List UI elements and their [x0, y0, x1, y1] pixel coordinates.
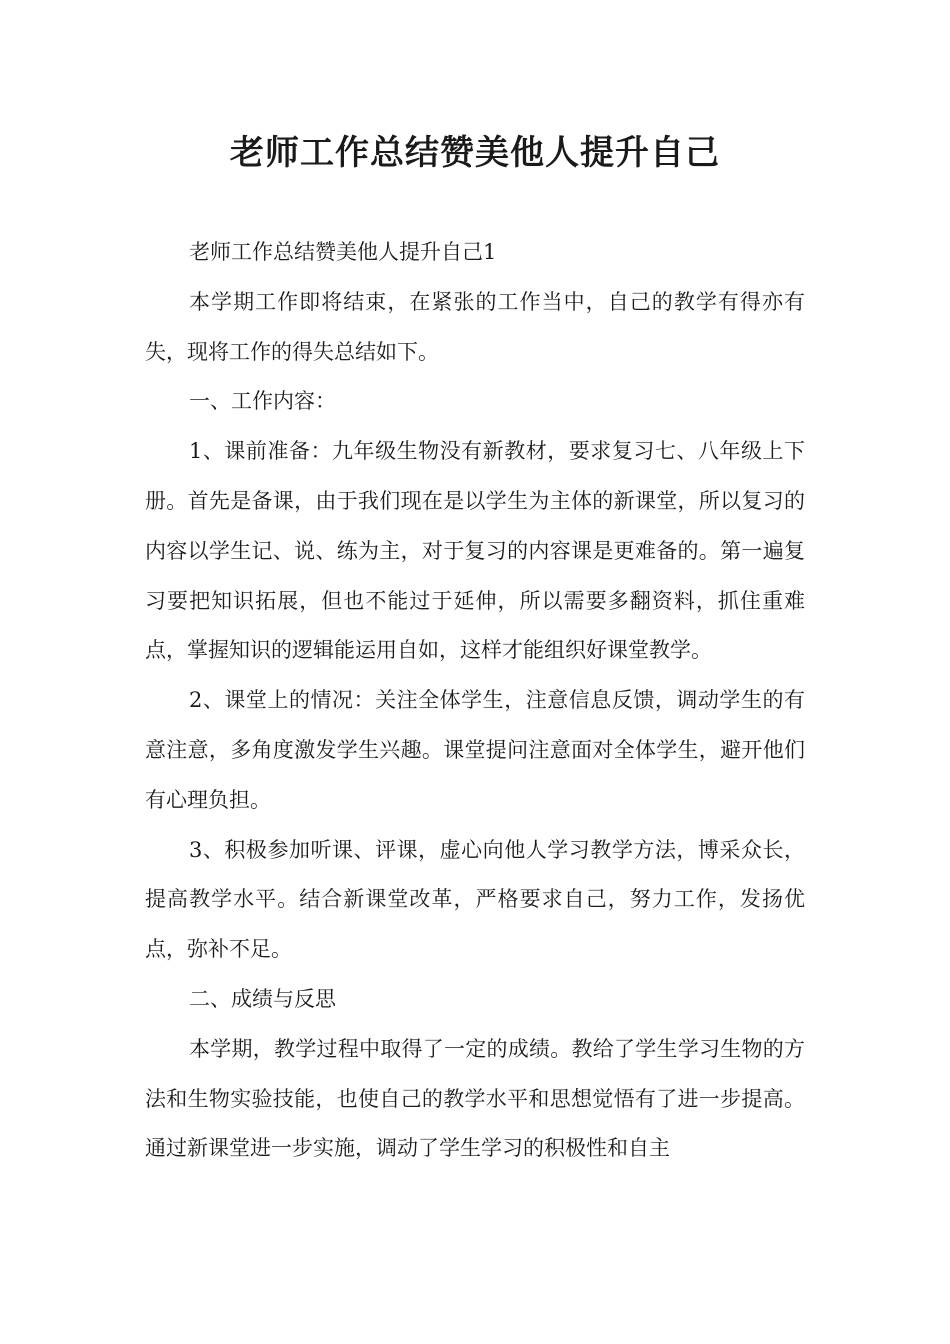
paragraph-lesson-observation: 3、积极参加听课、评课，虚心向他人学习教学方法，博采众长，提高教学水平。结合新课堂改革，严格要求自己，努力工作，发扬优点，弥补不足。: [145, 837, 805, 962]
subtitle-paragraph: 老师工作总结赞美他人提升自己1: [189, 240, 497, 264]
paragraph-lesson-preparation: 1、课前准备：九年级生物没有新教材，要求复习七、八年级上下册。首先是备课，由于我们现在是以学生为主体的新课堂，所以复习的内容以学生记、说、练为主，对于复习的内容课是更难备的。第一遍复习要把知识拓展，但也不能过于延伸，所以需要多翻资料，抓住重难点，掌握知识的逻辑能运用自如，这样才能组织好课堂教学。: [145, 439, 805, 663]
section-heading-work-content: 一、工作内容：: [189, 389, 336, 414]
paragraph-results: 本学期，教学过程中取得了一定的成绩。教给了学生学习生物的方法和生物实验技能，也使自己的教学水平和思想觉悟有了进一步提高。通过新课堂进一步实施，调动了学生学习的积极性和自主: [145, 1036, 805, 1161]
document-body: [145, 228, 805, 1174]
section-heading-results-reflection: 二、成绩与反思: [189, 986, 336, 1011]
intro-paragraph: 本学期工作即将结束，在紧张的工作当中，自己的教学有得亦有失，现将工作的得失总结如下。: [145, 289, 805, 364]
paragraph-classroom-situation: 2、课堂上的情况：关注全体学生，注意信息反馈，调动学生的有意注意，多角度激发学生兴趣。课堂提问注意面对全体学生，避开他们有心理负担。: [145, 688, 805, 812]
document-title: 老师工作总结赞美他人提升自己: [230, 133, 720, 173]
